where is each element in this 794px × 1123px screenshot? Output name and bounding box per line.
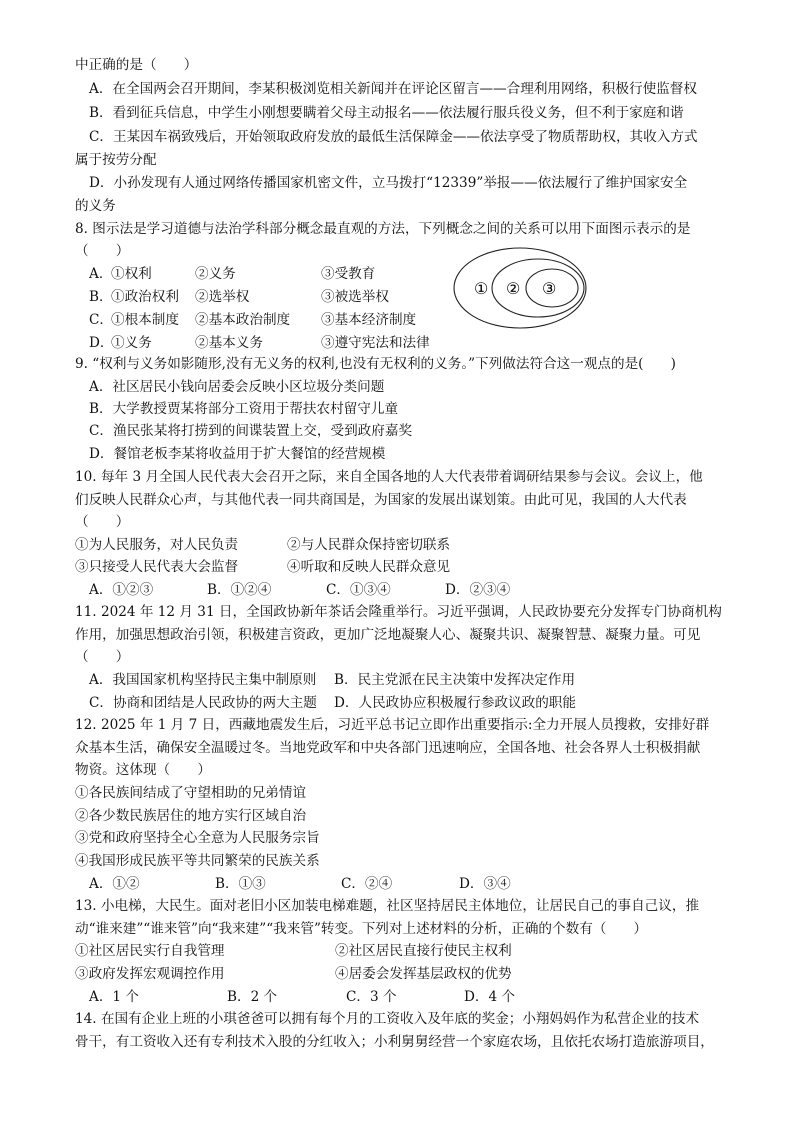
inner-label: ③	[542, 279, 557, 298]
concept-2: ②选举权	[195, 289, 250, 305]
q13-statement-1: ①社区居民实行自我管理	[75, 943, 225, 959]
outer-label: ①	[474, 279, 489, 298]
q13-statement-2: ②社区居民直接行使民主权利	[335, 943, 512, 959]
q13-option-b: B．2 个	[227, 989, 278, 1005]
q12-statement-3: ③党和政府坚持全心全意为人民服务宗旨	[75, 830, 320, 846]
q10-stem-cont: 们反映人民群众心声，与其他代表一同共商国是，为国家的发展出谋划策。由此可见，我国的人大代表	[75, 492, 687, 508]
q8-stem: 8. 图示法是学习道德与法治学科部分概念最直观的方法，下列概念之间的关系可以用下面图示表示的是	[75, 221, 691, 237]
option-label: B．	[89, 289, 113, 305]
q10-option-c: C．①③④	[326, 582, 391, 598]
q11-option-d: D．人民政协应积极履行参政议政的职能	[334, 695, 576, 711]
q12-option-a: A．①②	[89, 876, 140, 892]
q8-option-a	[89, 264, 376, 284]
q7-option-c-cont: 属于按劳分配	[75, 152, 157, 168]
q14-stem: 14. 在国有企业上班的小琪爸爸可以拥有每个月的工资收入及年底的奖金；小翔妈妈作为私营企业的技术	[75, 1011, 700, 1027]
q13-option-c: C．3 个	[346, 989, 397, 1005]
q12-stem-cont: 众基本生活，确保安全温暖过冬。当地党政军和中央各部门迅速响应，全国各地、社会各界人士积极捐献	[75, 740, 701, 756]
concept-3: ③遵守宪法和法律	[321, 335, 430, 351]
q9-stem: 9. “权利与义务如影随形,没有无义务的权利,也没有无权利的义务。”下列做法符合这一观点的是( )	[75, 356, 676, 372]
concept-3: ③被选举权	[321, 289, 389, 305]
concept-1: ①政治权利	[111, 289, 179, 305]
q12-stem-cont-2: 物资。这体现（ ）	[75, 762, 211, 778]
q11-option-b: B．民主党派在民主决策中发挥决定作用	[334, 672, 576, 688]
q10-statement-4: ④听取和反映人民群众意见	[287, 559, 451, 575]
q13-statement-4: ④居委会发挥基层政权的优势	[335, 966, 512, 982]
concept-3: ③基本经济制度	[321, 312, 417, 328]
q9-option-c: C．渔民张某将打捞到的间谍装置上交，受到政府嘉奖	[89, 423, 413, 439]
q10-option-d: D．②③④	[445, 582, 511, 598]
q12-statement-2: ②各少数民族居住的地方实行区域自治	[75, 808, 307, 824]
q10-statement-1: ①为人民服务，对人民负责	[75, 537, 239, 553]
q11-option-c: C．协商和团结是人民政协的两大主题	[89, 695, 317, 711]
q10-stem: 10. 每年 3 月全国人民代表大会召开之际，来自全国各地的人大代表带着调研结果参与会议。会议上，他	[75, 469, 703, 485]
option-label: C．	[89, 312, 113, 328]
q8-option-b	[89, 287, 389, 307]
q13-stem: 13. 小电梯，大民生。面对老旧小区加装电梯难题，社区坚持居民主体地位，让居民自己的事自己议，推	[75, 898, 700, 914]
concept-2: ②基本政治制度	[195, 312, 291, 328]
option-label: A．	[89, 266, 113, 282]
q12-option-c: C．②④	[341, 876, 393, 892]
q13-option-a: A．1 个	[89, 989, 139, 1005]
q11-stem: 11. 2024 年 12 月 31 日，全国政协新年茶话会隆重举行。习近平强调，人民政协要充分发挥专门协商机构	[75, 604, 722, 620]
q8-stem-paren: （ ）	[75, 243, 130, 259]
q10-statement-2: ②与人民群众保持密切联系	[287, 537, 451, 553]
concept-2: ②基本义务	[195, 335, 263, 351]
concept-2: ②义务	[195, 266, 236, 282]
q7-option-c: C．王某因车祸致残后，开始领取政府发放的最低生活保障金——依法享受了物质帮助权，其收入方式	[89, 129, 698, 145]
q9-option-d: D．餐馆老板李某将收益用于扩大餐馆的经营规模	[89, 446, 386, 462]
middle-label: ②	[506, 279, 521, 298]
q11-stem-cont: 作用，加强思想政治引领，积极建言资政，更加广泛地凝聚人心、凝聚共识、凝聚智慧、凝聚力量。可见	[75, 627, 701, 643]
q12-statement-4: ④我国形成民族平等共同繁荣的民族关系	[75, 853, 320, 869]
option-label: D．	[89, 335, 114, 351]
q12-statement-1: ①各民族间结成了守望相助的兄弟情谊	[75, 785, 307, 801]
q8-option-c	[89, 310, 417, 330]
q7-option-b: B．看到征兵信息，中学生小刚想要瞒着父母主动报名——依法履行服兵役义务，但不利于家庭和谐	[89, 105, 684, 121]
concept-1: ①根本制度	[111, 312, 179, 328]
q10-option-a: A．①②③	[89, 582, 154, 598]
concept-3: ③受教育	[321, 266, 376, 282]
q12-option-b: B．①③	[215, 876, 266, 892]
q14-stem-cont: 骨干，有工资收入还有专利技术入股的分红收入；小利舅舅经营一个家庭农场，且依托农场打造旅游项目，	[75, 1034, 714, 1050]
nested-circles-diagram	[452, 246, 588, 330]
q11-option-a: A．我国国家机构坚持民主集中制原则	[89, 672, 317, 688]
q7-option-d-cont: 的义务	[75, 198, 116, 214]
q10-statement-3: ③只接受人民代表大会监督	[75, 559, 239, 575]
q7-stem-tail: 中正确的是（ ）	[75, 57, 198, 73]
concept-1: ①权利	[111, 266, 152, 282]
q8-option-d	[89, 333, 430, 353]
concept-1: ①义务	[111, 335, 152, 351]
q13-stem-cont: 动“谁来建”“谁来管”向“我来建”“我来管”转变。下列对上述材料的分析，正确的个数有（ ）	[75, 921, 648, 937]
q11-stem-paren: （ ）	[75, 649, 130, 665]
q10-stem-paren: （ ）	[75, 514, 130, 530]
q10-option-b: B．①②④	[207, 582, 272, 598]
q9-option-b: B．大学教授贾某将部分工资用于帮扶农村留守儿童	[89, 401, 399, 417]
q7-option-d: D．小孙发现有人通过网络传播国家机密文件，立马拨打“12339”举报——依法履行了维护国家安全	[89, 175, 688, 191]
q12-option-d: D．③④	[459, 876, 511, 892]
q13-option-d: D．4 个	[464, 989, 516, 1005]
q7-option-a: A．在全国两会召开期间，李某积极浏览相关新闻并在评论区留言——合理利用网络，积极行使监督权	[89, 81, 697, 97]
q13-statement-3: ③政府发挥宏观调控作用	[75, 966, 225, 982]
q9-option-a: A．社区居民小钱向居委会反映小区垃圾分类问题	[89, 379, 385, 395]
q12-stem: 12. 2025 年 1 月 7 日，西藏地震发生后，习近平总书记立即作出重要指示:全力开展人员搜救，安排好群	[75, 717, 710, 733]
